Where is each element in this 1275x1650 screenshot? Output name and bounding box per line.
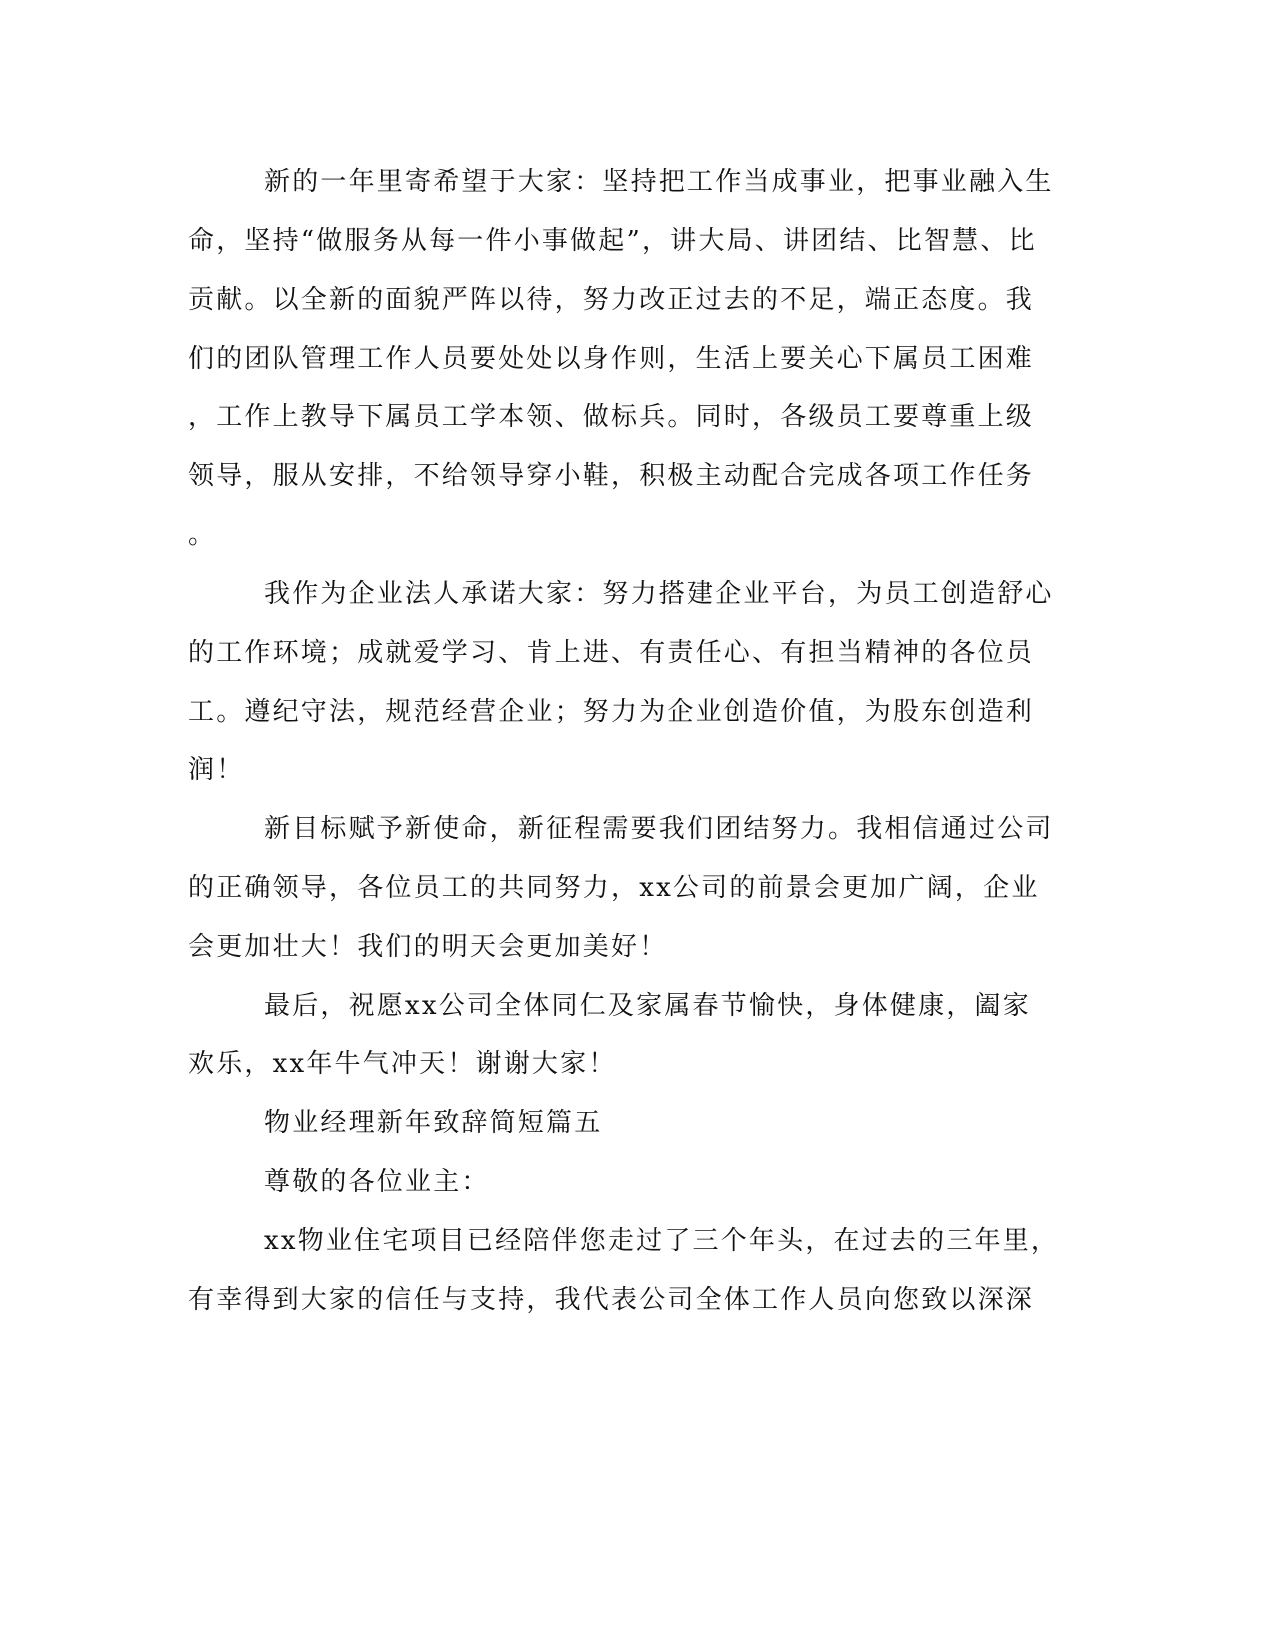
paragraph-1-line-6: 领导，服从安排，不给领导穿小鞋，积极主动配合完成各项工作任务 bbox=[188, 461, 1035, 491]
paragraph-2-line-4: 润！ bbox=[188, 755, 245, 785]
paragraph-1-line-7: 。 bbox=[188, 520, 217, 550]
paragraph-2-line-1: 我作为企业法人承诺大家：努力搭建企业平台，为员工创造舒心 bbox=[264, 579, 1054, 609]
salutation: 尊敬的各位业主： bbox=[264, 1167, 490, 1197]
paragraph-5-line-2: 有幸得到大家的信任与支持，我代表公司全体工作人员向您致以深深 bbox=[188, 1285, 1035, 1315]
paragraph-3-line-2: 的正确领导，各位员工的共同努力，xx公司的前景会更加广阔，企业 bbox=[188, 873, 1040, 903]
paragraph-1-line-5: ，工作上教导下属员工学本领、做标兵。同时，各级员工要尊重上级 bbox=[188, 402, 1035, 432]
paragraph-5-line-1: xx物业住宅项目已经陪伴您走过了三个年头，在过去的三年里， bbox=[264, 1226, 1060, 1256]
paragraph-4-line-2: 欢乐，xx年牛气冲天！谢谢大家！ bbox=[188, 1049, 617, 1079]
paragraph-1-line-1: 新的一年里寄希望于大家：坚持把工作当成事业，把事业融入生 bbox=[264, 167, 1054, 197]
section-heading: 物业经理新年致辞简短篇五 bbox=[264, 1108, 603, 1138]
paragraph-3-line-3: 会更加壮大！我们的明天会更加美好！ bbox=[188, 932, 668, 962]
paragraph-2-line-2: 的工作环境；成就爱学习、肯上进、有责任心、有担当精神的各位员 bbox=[188, 638, 1035, 668]
paragraph-1-line-4: 们的团队管理工作人员要处处以身作则，生活上要关心下属员工困难 bbox=[188, 344, 1035, 374]
paragraph-1-line-3: 贡献。以全新的面貌严阵以待，努力改正过去的不足，端正态度。我 bbox=[188, 285, 1035, 315]
paragraph-4-line-1: 最后，祝愿xx公司全体同仁及家属春节愉快，身体健康，阖家 bbox=[264, 991, 1031, 1021]
paragraph-3-line-1: 新目标赋予新使命，新征程需要我们团结努力。我相信通过公司 bbox=[264, 814, 1054, 844]
paragraph-2-line-3: 工。遵纪守法，规范经营企业；努力为企业创造价值，为股东创造利 bbox=[188, 697, 1035, 727]
paragraph-1-line-2: 命，坚持“做服务从每一件小事做起”，讲大局、讲团结、比智慧、比 bbox=[188, 226, 1037, 256]
